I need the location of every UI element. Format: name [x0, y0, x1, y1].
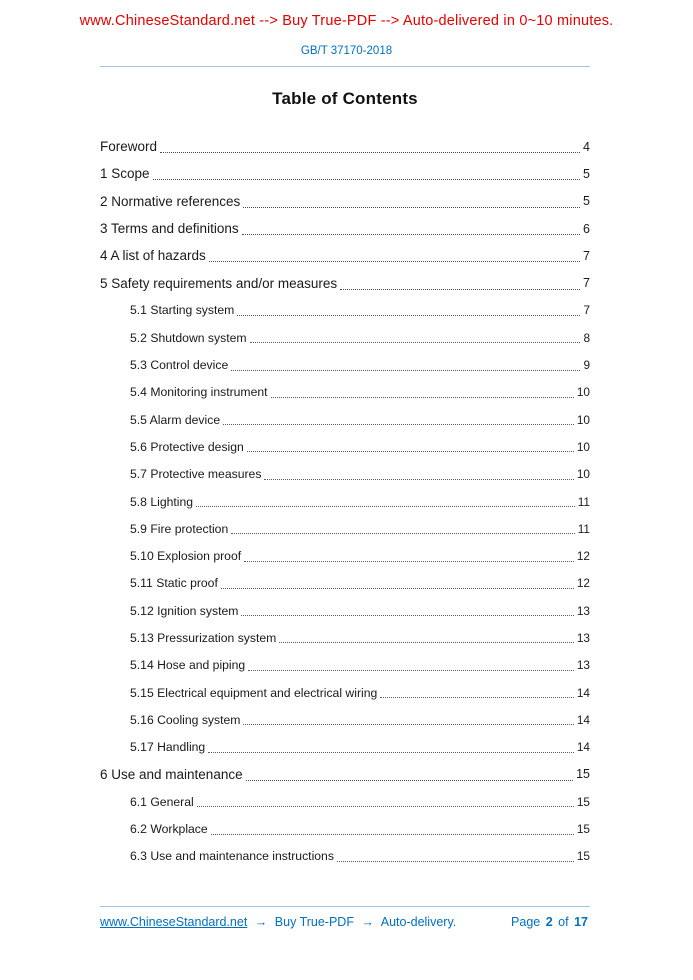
toc-dot-leader	[211, 824, 574, 835]
toc-entry-label: 6 Use and maintenance	[100, 766, 243, 782]
toc-dot-leader	[380, 687, 574, 698]
toc-entry-page: 7	[583, 248, 590, 263]
toc-entry-label: 5.13 Pressurization system	[130, 630, 277, 645]
toc-entry-page: 15	[576, 767, 590, 782]
toc-entry-page: 5	[583, 194, 590, 209]
toc-dot-leader	[237, 305, 580, 316]
toc-entry-page: 5	[583, 166, 590, 181]
toc-entry-label: 3 Terms and definitions	[100, 221, 239, 237]
toc-entry[interactable]	[100, 515, 590, 542]
toc-entry-label: 5.3 Control device	[130, 358, 229, 373]
toc-dot-leader	[243, 195, 580, 208]
toc-entry-label: 1 Scope	[100, 166, 150, 182]
arrow-right-icon: →	[254, 915, 268, 929]
toc-list	[100, 133, 590, 870]
toc-entry[interactable]	[100, 542, 590, 569]
toc-entry-label: 6.2 Workplace	[130, 822, 208, 837]
toc-entry[interactable]	[100, 133, 590, 160]
toc-entry-label: Foreword	[100, 139, 158, 155]
toc-entry[interactable]	[100, 406, 590, 433]
toc-entry[interactable]	[100, 624, 590, 651]
toc-dot-leader	[244, 551, 574, 562]
toc-dot-leader	[340, 277, 580, 290]
toc-entry[interactable]	[100, 324, 590, 351]
toc-entry-page: 11	[577, 494, 590, 509]
toc-dot-leader	[160, 140, 580, 153]
toc-entry[interactable]	[100, 788, 590, 815]
toc-entry[interactable]	[100, 433, 590, 460]
toc-dot-leader	[246, 768, 574, 781]
arrow-right-icon: →	[361, 915, 374, 929]
toc-entry-label: 5.2 Shutdown system	[130, 330, 247, 345]
toc-entry-label: 5.7 Protective measures	[130, 467, 262, 482]
toc-entry-page: 13	[576, 630, 590, 645]
toc-entry[interactable]	[100, 761, 590, 788]
toc-dot-leader	[264, 469, 573, 480]
toc-entry-page: 8	[583, 330, 590, 345]
toc-dot-leader	[231, 523, 575, 534]
toc-dot-leader	[250, 332, 581, 343]
toc-entry-label: 5.15 Electrical equipment and electrical wiring	[130, 685, 378, 700]
footer-link[interactable]: www.ChineseStandard.net	[100, 915, 248, 929]
toc-dot-leader	[209, 249, 580, 262]
toc-dot-leader	[241, 605, 573, 616]
footer-delivery-text: Auto-delivery.	[380, 915, 457, 929]
toc-entry-label: 5.9 Fire protection	[130, 521, 229, 536]
toc-entry-label: 6.1 General	[130, 794, 194, 809]
promo-banner[interactable]: www.ChineseStandard.net --> Buy True-PDF --> Auto-delivered in 0~10 minutes.	[79, 13, 614, 29]
toc-entry-label: 5.11 Static proof	[130, 576, 218, 591]
total-page-number: 17	[574, 915, 588, 929]
toc-entry[interactable]	[100, 351, 590, 378]
toc-entry[interactable]	[100, 734, 590, 761]
toc-entry-label: 5.4 Monitoring instrument	[130, 385, 268, 400]
page-title: Table of Contents	[272, 89, 418, 108]
toc-entry-page: 11	[577, 521, 590, 536]
toc-entry[interactable]	[100, 570, 590, 597]
toc-entry[interactable]	[100, 297, 590, 324]
toc-entry[interactable]	[100, 843, 590, 870]
toc-entry[interactable]	[100, 461, 590, 488]
toc-entry-label: 5.1 Starting system	[130, 303, 235, 318]
toc-entry-page: 15	[576, 822, 590, 837]
toc-entry-page: 15	[576, 849, 590, 864]
toc-dot-leader	[231, 360, 580, 371]
toc-entry-label: 6.3 Use and maintenance instructions	[130, 849, 334, 864]
toc-entry-page: 10	[576, 385, 590, 400]
toc-entry-page: 14	[576, 740, 590, 755]
header-divider	[100, 66, 590, 67]
toc-dot-leader	[248, 660, 574, 671]
toc-entry-page: 14	[576, 685, 590, 700]
footer-buy-text: Buy True-PDF	[274, 915, 354, 929]
toc-entry-page: 13	[576, 603, 590, 618]
toc-entry-page: 12	[576, 549, 590, 564]
page-label: Page	[511, 915, 541, 929]
toc-entry[interactable]	[100, 815, 590, 842]
footer	[100, 915, 590, 929]
page-indicator	[511, 915, 590, 929]
toc-dot-leader	[208, 742, 574, 753]
toc-entry-page: 15	[576, 794, 590, 809]
toc-entry-label: 5.5 Alarm device	[130, 412, 221, 427]
toc-dot-leader	[279, 632, 574, 643]
toc-dot-leader	[196, 496, 575, 507]
toc-entry[interactable]	[100, 652, 590, 679]
footer-divider	[100, 906, 590, 907]
toc-entry[interactable]	[100, 706, 590, 733]
toc-entry-label: 4 A list of hazards	[100, 248, 206, 264]
toc-entry[interactable]	[100, 188, 590, 215]
toc-dot-leader	[197, 796, 574, 807]
toc-entry-label: 5.17 Handling	[130, 740, 206, 755]
toc-entry[interactable]	[100, 215, 590, 242]
toc-entry-page: 13	[576, 658, 590, 673]
toc-entry-label: 5.6 Protective design	[130, 439, 244, 454]
toc-entry-label: 5.10 Explosion proof	[130, 549, 242, 564]
toc-entry-page: 10	[576, 412, 590, 427]
toc-entry-label: 5.16 Cooling system	[130, 712, 241, 727]
toc-dot-leader	[223, 414, 574, 425]
toc-dot-leader	[337, 851, 574, 862]
toc-entry[interactable]	[100, 379, 590, 406]
toc-entry-page: 7	[583, 303, 590, 318]
toc-entry-page: 6	[583, 221, 590, 236]
footer-area	[100, 906, 590, 929]
toc-entry-label: 5 Safety requirements and/or measures	[100, 275, 338, 291]
toc-entry[interactable]	[100, 597, 590, 624]
toc-entry-page: 4	[583, 139, 590, 154]
toc-entry[interactable]	[100, 488, 590, 515]
toc-entry[interactable]	[100, 679, 590, 706]
toc-dot-leader	[247, 441, 574, 452]
toc-dot-leader	[271, 387, 574, 398]
of-label: of	[558, 915, 569, 929]
toc-entry-label: 5.12 Ignition system	[130, 603, 239, 618]
toc-entry-page: 10	[576, 439, 590, 454]
toc-entry-page: 14	[576, 712, 590, 727]
footer-promo	[100, 915, 460, 929]
toc-entry-page: 12	[576, 576, 590, 591]
toc-entry-page: 10	[576, 467, 590, 482]
toc-entry-label: 2 Normative references	[100, 193, 241, 209]
toc-dot-leader	[221, 578, 574, 589]
toc-entry[interactable]	[100, 160, 590, 187]
current-page-number: 2	[545, 915, 553, 929]
toc-dot-leader	[153, 167, 581, 180]
toc-entry-label: 5.14 Hose and piping	[130, 658, 246, 673]
toc-entry[interactable]	[100, 269, 590, 296]
standard-code: GB/T 37170-2018	[300, 45, 393, 57]
toc-dot-leader	[243, 714, 573, 725]
toc-entry-page: 9	[583, 358, 590, 373]
toc-entry-label: 5.8 Lighting	[130, 494, 194, 509]
toc-dot-leader	[242, 222, 580, 235]
toc-entry[interactable]	[100, 242, 590, 269]
toc-entry-page: 7	[583, 276, 590, 291]
